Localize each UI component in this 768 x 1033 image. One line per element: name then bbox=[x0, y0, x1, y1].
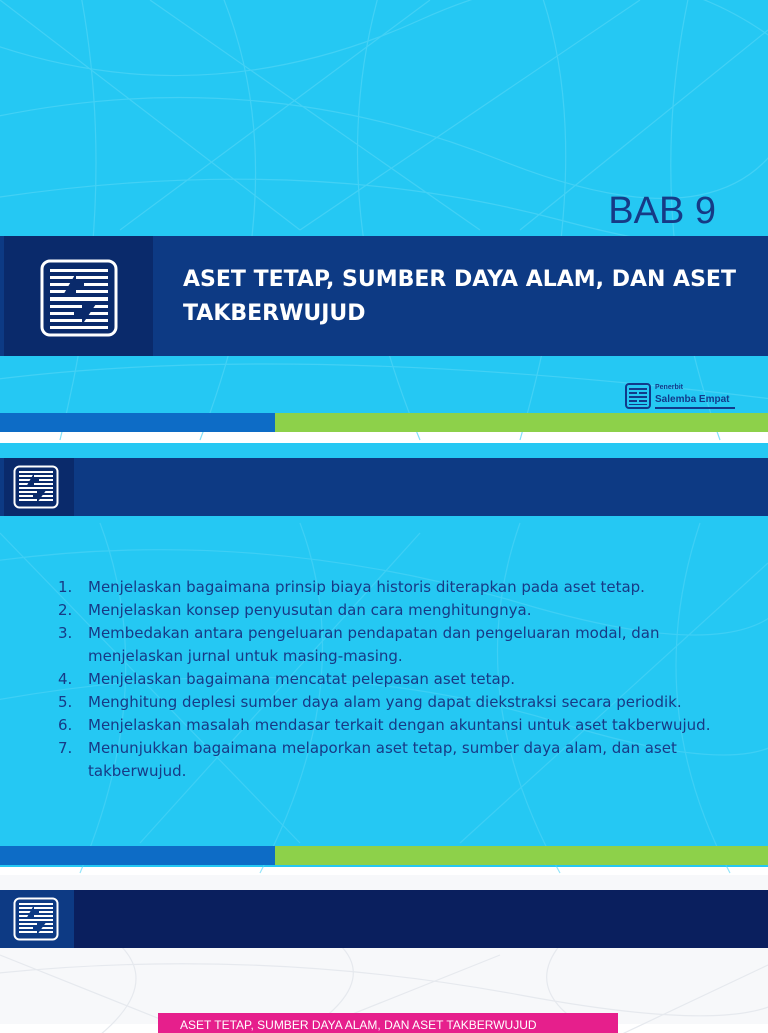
list-item bbox=[58, 599, 728, 622]
stripe-blue bbox=[0, 846, 275, 865]
content-slide bbox=[0, 875, 768, 1032]
item-number: 6. bbox=[58, 716, 73, 734]
stripe-green bbox=[275, 846, 768, 865]
publisher-logo bbox=[625, 382, 737, 410]
item-text: Menjelaskan masalah mendasar terkait dengan akuntansi untuk aset takberwujud. bbox=[88, 716, 711, 734]
item-text: Menjelaskan bagaimana prinsip biaya historis diterapkan pada aset tetap. bbox=[88, 578, 645, 596]
item-number: 5. bbox=[58, 693, 73, 711]
salemba-empat-logo-icon bbox=[13, 465, 59, 509]
learning-objectives-list bbox=[58, 576, 728, 783]
item-number: 1. bbox=[58, 578, 73, 596]
publisher-label: Penerbit bbox=[655, 384, 684, 391]
list-item bbox=[58, 691, 728, 714]
publisher-name: Salemba Empat bbox=[655, 394, 730, 405]
item-text: Membedakan antara pengeluaran pendapatan dan pengeluaran modal, dan menjelaskan jurnal untuk masing-masing. bbox=[88, 624, 660, 665]
item-text: Menjelaskan konsep penyusutan dan cara menghitungnya. bbox=[88, 601, 532, 619]
salemba-empat-logo-icon bbox=[40, 259, 118, 337]
salemba-empat-logo-icon bbox=[625, 383, 651, 409]
logo-panel bbox=[0, 890, 74, 948]
stripe-blue bbox=[0, 413, 275, 432]
item-number: 2. bbox=[58, 601, 73, 619]
publisher-underline bbox=[655, 407, 735, 409]
item-number: 4. bbox=[58, 670, 73, 688]
item-text: Menjelaskan bagaimana mencatat pelepasan aset tetap. bbox=[88, 670, 516, 688]
item-number: 7. bbox=[58, 739, 73, 757]
list-item bbox=[58, 622, 728, 668]
salemba-empat-logo-icon bbox=[13, 897, 59, 941]
header-band bbox=[0, 890, 768, 948]
item-text: Menunjukkan bagaimana melaporkan aset tetap, sumber daya alam, dan aset takberwujud. bbox=[88, 739, 677, 780]
header-band bbox=[0, 458, 768, 516]
footer-title-band bbox=[158, 1013, 618, 1033]
list-item bbox=[58, 668, 728, 691]
title-slide bbox=[0, 0, 768, 432]
stripe-green bbox=[275, 413, 768, 432]
item-number: 3. bbox=[58, 624, 73, 642]
list-item bbox=[58, 737, 728, 783]
objectives-slide bbox=[0, 443, 768, 867]
list-item bbox=[58, 576, 728, 599]
chapter-label: BAB 9 bbox=[608, 190, 716, 232]
logo-panel bbox=[4, 458, 74, 516]
list-item bbox=[58, 714, 728, 737]
footer-title: ASET TETAP, SUMBER DAYA ALAM, DAN ASET TAKBERWUJUD bbox=[180, 1018, 537, 1032]
slide-title: ASET TETAP, SUMBER DAYA ALAM, DAN ASET TAKBERWUJUD bbox=[183, 267, 736, 326]
item-text: Menghitung deplesi sumber daya alam yang dapat diekstraksi secara periodik. bbox=[88, 693, 682, 711]
logo-panel bbox=[4, 236, 153, 356]
